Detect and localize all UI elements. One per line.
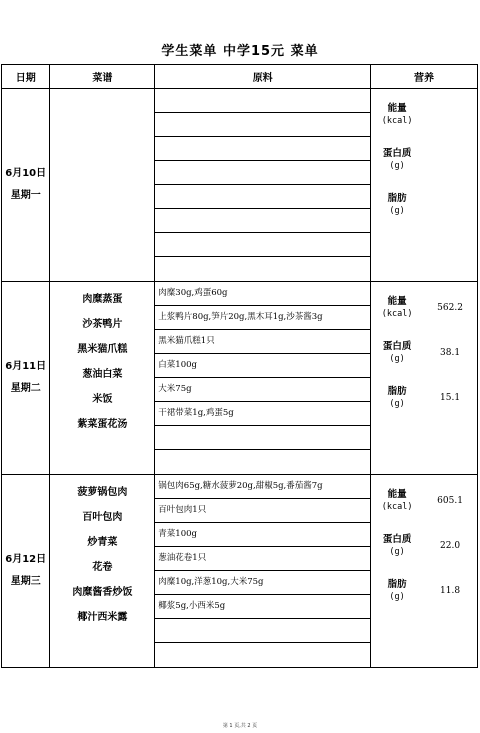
dish-name xyxy=(50,169,154,194)
nutrient-unit: (g) xyxy=(389,206,405,216)
date-label: 6月11日 xyxy=(5,361,47,372)
nutrient-name: 脂肪 xyxy=(387,386,407,397)
ingredient-line xyxy=(155,185,370,209)
ingredients-cell xyxy=(155,282,371,475)
nutrient-name: 能量 xyxy=(387,103,407,114)
nutrient-value: 38.1 xyxy=(440,348,461,358)
nutrient-label xyxy=(371,192,423,218)
page-footer: 第 1 页,共 2 页 xyxy=(222,723,258,729)
nutrient-label xyxy=(371,147,423,173)
dish-name: 葱油白菜 xyxy=(82,369,123,380)
nutrient-label xyxy=(371,385,423,411)
nutrient-name: 脂肪 xyxy=(387,579,407,590)
ingredient-line xyxy=(155,209,370,233)
nutrition-cell xyxy=(371,89,478,282)
header-ingredients: 原料 xyxy=(155,65,371,89)
ingredient-line xyxy=(155,233,370,257)
nutrition-cell xyxy=(371,475,478,668)
nutrient-label xyxy=(371,295,423,321)
nutrient-name: 蛋白质 xyxy=(382,534,412,545)
weekday-label: 星期二 xyxy=(10,383,41,394)
ingredient-line xyxy=(155,643,370,667)
nutrient-fat xyxy=(371,186,477,224)
ingredient-line xyxy=(155,89,370,113)
nutrient-value: 15.1 xyxy=(440,393,461,403)
ingredient-line: 白菜100g xyxy=(155,354,370,378)
header-date: 日期 xyxy=(2,65,50,89)
nutrient-unit: (kcal) xyxy=(381,309,413,319)
dish-name: 椰汁西米露 xyxy=(77,612,128,623)
nutrient-label xyxy=(371,488,423,514)
ingredient-line: 葱油花卷1只 xyxy=(155,547,370,571)
ingredient-line: 黑米猫爪糕1只 xyxy=(155,330,370,354)
nutrient-value: 11.8 xyxy=(440,586,461,596)
dish-name: 紫菜蛋花汤 xyxy=(77,419,128,430)
date-cell xyxy=(2,89,50,282)
header-nutrition: 营养 xyxy=(371,65,478,89)
nutrient-energy xyxy=(371,289,477,327)
nutrient-unit: (g) xyxy=(389,161,405,171)
ingredient-line xyxy=(155,257,370,281)
ingredient-line: 上浆鸭片80g,笋片20g,黑木耳1g,沙茶酱3g xyxy=(155,306,370,330)
nutrition-cell xyxy=(371,282,478,475)
page-title: 学生菜单 中学15元 菜单 xyxy=(161,44,319,59)
weekday-label: 星期三 xyxy=(10,576,41,587)
nutrient-unit: (g) xyxy=(389,354,405,364)
nutrient-value: 562.2 xyxy=(437,303,463,313)
nutrient-fat xyxy=(371,572,477,610)
nutrient-unit: (kcal) xyxy=(381,502,413,512)
ingredient-line xyxy=(155,426,370,450)
dish-name: 炒青菜 xyxy=(87,537,118,548)
dish-cell xyxy=(50,282,155,475)
ingredients-cell xyxy=(155,89,371,282)
dish-name xyxy=(50,219,154,244)
nutrient-energy xyxy=(371,482,477,520)
nutrient-energy xyxy=(371,96,477,134)
day-row xyxy=(2,89,478,282)
dish-cell xyxy=(50,89,155,282)
weekday-label: 星期一 xyxy=(10,190,41,201)
dish-name xyxy=(50,94,154,119)
dish-name xyxy=(50,144,154,169)
nutrient-protein xyxy=(371,334,477,372)
nutrient-value: 22.0 xyxy=(440,541,461,551)
nutrient-label xyxy=(371,533,423,559)
dish-cell xyxy=(50,475,155,668)
date-label: 6月12日 xyxy=(5,554,47,565)
day-row xyxy=(2,282,478,475)
dish-name: 黑米猫爪糕 xyxy=(77,344,128,355)
dish-name: 花卷 xyxy=(92,562,113,573)
ingredient-line: 肉糜10g,洋葱10g,大米75g xyxy=(155,571,370,595)
nutrient-unit: (g) xyxy=(389,547,405,557)
dish-name: 菠萝锅包肉 xyxy=(77,487,128,498)
dish-name: 肉糜酱香炒饭 xyxy=(72,587,133,598)
dish-name: 肉糜蒸蛋 xyxy=(82,294,123,305)
ingredient-line xyxy=(155,137,370,161)
nutrient-name: 蛋白质 xyxy=(382,341,412,352)
nutrient-label xyxy=(371,102,423,128)
dish-name: 百叶包肉 xyxy=(82,512,123,523)
ingredient-line: 椰浆5g,小西米5g xyxy=(155,595,370,619)
dish-name: 米饭 xyxy=(92,394,113,405)
dish-name: 沙茶鸭片 xyxy=(82,319,123,330)
ingredient-line: 青菜100g xyxy=(155,523,370,547)
nutrient-value: 605.1 xyxy=(437,496,463,506)
nutrient-label xyxy=(371,578,423,604)
nutrient-protein xyxy=(371,527,477,565)
nutrient-name: 能量 xyxy=(387,489,407,500)
nutrient-unit: (g) xyxy=(389,399,405,409)
nutrient-label xyxy=(371,340,423,366)
nutrient-protein xyxy=(371,141,477,179)
ingredient-line xyxy=(155,619,370,643)
ingredient-line: 大米75g xyxy=(155,378,370,402)
nutrient-name: 脂肪 xyxy=(387,193,407,204)
date-cell xyxy=(2,475,50,668)
nutrient-unit: (kcal) xyxy=(381,116,413,126)
ingredient-line: 干裙带菜1g,鸡蛋5g xyxy=(155,402,370,426)
dish-name xyxy=(50,194,154,219)
header-dish: 菜谱 xyxy=(50,65,155,89)
ingredient-line: 肉糜30g,鸡蛋60g xyxy=(155,282,370,306)
ingredient-line xyxy=(155,113,370,137)
dish-name xyxy=(50,119,154,144)
nutrient-name: 能量 xyxy=(387,296,407,307)
ingredient-line xyxy=(155,161,370,185)
ingredient-line: 锅包肉65g,糖水菠萝20g,甜椒5g,番茄酱7g xyxy=(155,475,370,499)
ingredients-cell xyxy=(155,475,371,668)
ingredient-line xyxy=(155,450,370,474)
date-cell xyxy=(2,282,50,475)
header-row xyxy=(2,65,478,89)
date-label: 6月10日 xyxy=(5,168,47,179)
nutrient-fat xyxy=(371,379,477,417)
day-row xyxy=(2,475,478,668)
nutrient-unit: (g) xyxy=(389,592,405,602)
menu-table xyxy=(1,64,478,668)
nutrient-name: 蛋白质 xyxy=(382,148,412,159)
ingredient-line: 百叶包肉1只 xyxy=(155,499,370,523)
